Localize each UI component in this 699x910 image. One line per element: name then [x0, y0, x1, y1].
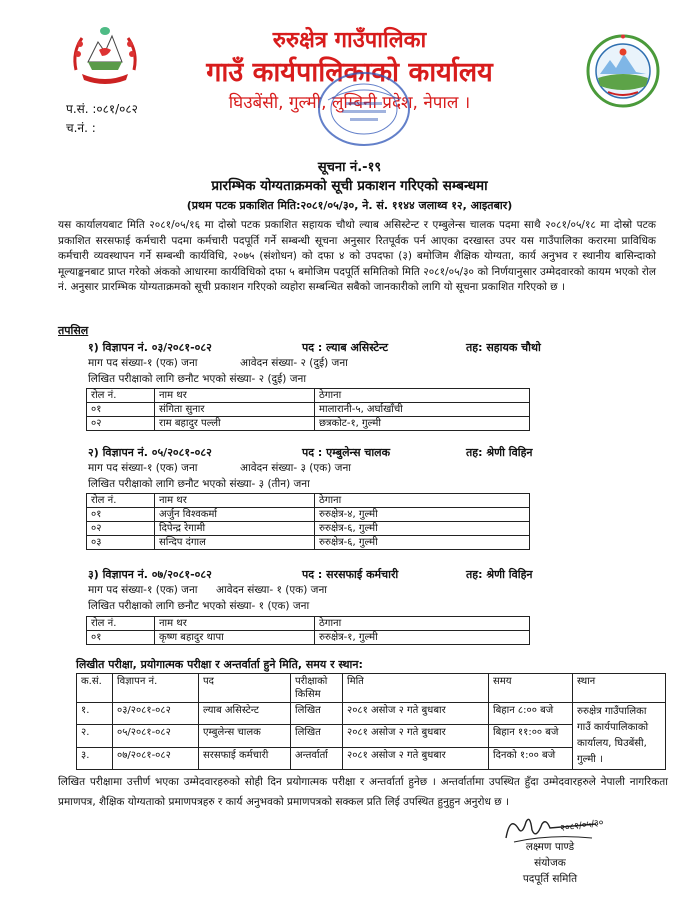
ad-demand: माग पद संख्या-१ (एक) जना	[88, 584, 198, 596]
date-cell: २०८१ असोज २ गते बुधबार	[343, 703, 489, 725]
table-header-row	[87, 617, 530, 631]
exam-schedule-heading: लिखीत परीक्षा, प्रयोगात्मक परीक्षा र अन्तर्वार्ता हुने मिति, समय र स्थान:	[76, 658, 363, 671]
roll-cell: ०२	[87, 522, 155, 536]
column-header: नाम थर	[155, 389, 315, 403]
address-cell: रुरुक्षेत्र-१, गुल्मी	[315, 631, 530, 645]
office-address: घिउबेंसी, गुल्मी, लुम्बिनी प्रदेश, नेपाल ।	[228, 93, 471, 113]
roll-table	[86, 493, 530, 550]
name-cell: संगिता सुनार	[155, 403, 315, 417]
notice-number: सूचना नं.-१९	[317, 160, 382, 175]
time-cell: दिनको १:०० बजे	[489, 747, 573, 769]
name-cell: सन्दिप दंगाल	[155, 536, 315, 550]
ad-number-cell: ०७/२०८१-०८२	[113, 747, 199, 769]
ad-number-cell: ०३/२०८१-०८२	[113, 703, 199, 725]
dispatch-number: च.नं. :	[66, 121, 96, 135]
exam-type-cell: अन्तर्वार्ता	[291, 747, 343, 769]
column-header: रोल नं.	[87, 494, 155, 508]
ad-shortlisted: लिखित परीक्षाको लागि छनौट भएको संख्या- ३ (तीन) जना	[88, 478, 310, 490]
column-header: रोल नं.	[87, 389, 155, 403]
address-cell: रुरुक्षेत्र-६, गुल्मी	[315, 522, 530, 536]
ad-number-cell: ०५/२०८१-०८२	[113, 725, 199, 747]
roll-cell: ०१	[87, 631, 155, 645]
reference-number: प.सं. :०८१/०८२	[66, 102, 138, 116]
address-cell: मालारानी-५, अर्घाखाँची	[315, 403, 530, 417]
table-row	[87, 403, 530, 417]
ad-demand: माग पद संख्या-१ (एक) जना	[88, 357, 198, 369]
exam-type-cell: लिखित	[291, 703, 343, 725]
ad-post: पद : एम्बुलेन्स चालक	[302, 446, 391, 459]
address-cell: रुरुक्षेत्र-६, गुल्मी	[315, 536, 530, 550]
office-stamp-icon	[316, 70, 412, 148]
signatory-name: लक्ष्मण पाण्डे	[525, 841, 575, 853]
date-cell: २०८१ असोज २ गते बुधबार	[343, 747, 489, 769]
exam-schedule-table	[76, 673, 666, 770]
signature-date: २०८१/०५/३०	[559, 818, 605, 834]
roll-table	[86, 616, 530, 645]
table-row	[87, 536, 530, 550]
table-row	[87, 508, 530, 522]
details-label: तपसिल	[58, 324, 89, 337]
committee-name: पदपूर्ति समिति	[522, 873, 578, 885]
column-header: क.सं.	[77, 674, 113, 703]
closing-paragraph: लिखित परीक्षामा उत्तीर्ण भएका उम्मेदवारहरुको सोही दिन प्रयोगात्मक परीक्षा र अन्तर्वार्ता हुनेछ । अन्तर्वार्तामा उपस्थित हुँदा उम्मेदवारहरुले नेपाली नागरिकता प्रमाणपत्र, शैक्षिक योग्यताको प्रमाणपत्रहरु र कार्य अनुभवको प्रमाणपत्रको सक्कल प्रति लिई उपस्थित हुनुहुन अनुरोध छ ।	[58, 776, 668, 808]
ad-number: २) विज्ञापन नं. ०५/२०८१-०८२	[88, 446, 212, 459]
address-cell: छत्रकोट-१, गुल्मी	[315, 417, 530, 431]
column-header: नाम थर	[155, 494, 315, 508]
table-row	[87, 631, 530, 645]
roll-cell: ०१	[87, 403, 155, 417]
ad-demand: माग पद संख्या-१ (एक) जना	[88, 462, 198, 474]
roll-cell: ०१	[87, 508, 155, 522]
ad-level: तह: श्रेणी विहिन	[466, 446, 533, 459]
table-row	[77, 703, 666, 725]
roll-cell: ०२	[87, 417, 155, 431]
org-name: रुरुक्षेत्र गाउँपालिका	[272, 28, 427, 53]
address-cell: रुरुक्षेत्र-४, गुल्मी	[315, 508, 530, 522]
column-header: ठेगाना	[315, 617, 530, 631]
name-cell: अर्जुन विश्वकर्मा	[155, 508, 315, 522]
column-header: समय	[489, 674, 573, 703]
ad-level: तह: श्रेणी विहिन	[466, 568, 533, 581]
post-cell: ल्याब असिस्टेन्ट	[199, 703, 291, 725]
notice-body: यस कार्यालयबाट मिति २०८१/०५/१६ मा दोस्रो पटक प्रकाशित सहायक चौथो ल्याब असिस्टेन्ट र एम्बुलेन्स चालक पदमा साथै २०८१/०५/१८ मा दोस्रो पटक प्रकाशित सरसफाई कर्मचारी पदमा कर्मचारी पदपूर्ति गर्ने सम्बन्धी सूचना अनुसार रितपूर्वक पर्न आएका दरखास्त उपर यस गाउँपालिका करारमा प्राविधिक कर्मचारी व्यवस्थापन गर्ने सम्बन्धी कार्यविधि, २०७५ (संशोधन) को दफा ४ को उपदफा (३) बमोजिम शैक्षिक योग्यता, कार्य अनुभव र स्थानीय बासिन्दाको मूल्याङ्कनबाट प्राप्त गरेको अंकको आधारमा कार्यविधिको दफा ५ बमोजिम पदपूर्ति समितिको मिति २०८१/०५/३० को निर्णयानुसार उम्मेदवारको कायम भएको रोल नं. अनुसार प्रारम्भिक योग्यताक्रमको सूची प्रकाशन गरिएको व्यहोरा सम्बन्धित सबैको जानकारीको लागि यो सूचना प्रकाशित गरिएको छ ।	[58, 219, 656, 294]
name-cell: कृष्ण बहादुर थापा	[155, 631, 315, 645]
column-header: स्थान	[573, 674, 666, 703]
column-header: नाम थर	[155, 617, 315, 631]
table-row	[87, 522, 530, 536]
ad-post: पद : सरसफाई कर्मचारी	[302, 568, 399, 581]
time-cell: बिहान ११:०० बजे	[489, 725, 573, 747]
roll-table	[86, 388, 530, 431]
ad-number: १) विज्ञापन नं. ०३/२०८१-०८२	[88, 341, 212, 354]
ad-applications: आवेदन संख्या- २ (दुई) जना	[240, 357, 348, 369]
column-header: परीक्षाको किसिम	[291, 674, 343, 703]
name-cell: दिपेन्द्र रेगामी	[155, 522, 315, 536]
column-header: मिति	[343, 674, 489, 703]
column-header: रोल नं.	[87, 617, 155, 631]
name-cell: राम बहादुर पल्ली	[155, 417, 315, 431]
ad-level: तह: सहायक चौथो	[466, 341, 541, 354]
column-header: पद	[199, 674, 291, 703]
column-header: ठेगाना	[315, 494, 530, 508]
venue-cell: रुरुक्षेत्र गाउँपालिका गाउँ कार्यपालिकाको कार्यालय, घिउबेंसी, गुल्मी ।	[573, 703, 666, 770]
post-cell: एम्बुलेन्स चालक	[199, 725, 291, 747]
table-header-row	[87, 494, 530, 508]
office-name: गाउँ कार्यपालिकाको कार्यालय	[206, 57, 493, 88]
serial-cell: १.	[77, 703, 113, 725]
roll-cell: ०३	[87, 536, 155, 550]
date-cell: २०८१ असोज २ गते बुधबार	[343, 725, 489, 747]
ad-post: पद : ल्याब असिस्टेन्ट	[302, 341, 389, 354]
serial-cell: २.	[77, 725, 113, 747]
ad-applications: आवेदन संख्या- १ (एक) जना	[216, 584, 328, 596]
table-row	[87, 417, 530, 431]
column-header: ठेगाना	[315, 389, 530, 403]
table-header-row	[77, 674, 666, 703]
notice-subject: प्रारम्भिक योग्यताक्रमको सूची प्रकाशन गरिएको सम्बन्धमा	[211, 178, 488, 194]
column-header: विज्ञापन नं.	[113, 674, 199, 703]
ad-shortlisted: लिखित परीक्षाको लागि छनौट भएको संख्या- १ (एक) जना	[88, 600, 310, 612]
exam-type-cell: लिखित	[291, 725, 343, 747]
post-cell: सरसफाई कर्मचारी	[199, 747, 291, 769]
ad-applications: आवेदन संख्या- ३ (एक) जना	[240, 462, 352, 474]
serial-cell: ३.	[77, 747, 113, 769]
table-header-row	[87, 389, 530, 403]
ad-number: ३) विज्ञापन नं. ०७/२०८१-०८२	[88, 568, 212, 581]
ad-shortlisted: लिखित परीक्षाको लागि छनौट भएको संख्या- २ (दुई) जना	[88, 373, 307, 385]
signatory-role: संयोजक	[534, 857, 566, 869]
publish-date-line: (प्रथम पटक प्रकाशित मिति:२०८१/०५/३०, ने. सं. ११४४ जलाथ्व १२, आइतबार)	[186, 199, 513, 212]
time-cell: बिहान ८:०० बजे	[489, 703, 573, 725]
